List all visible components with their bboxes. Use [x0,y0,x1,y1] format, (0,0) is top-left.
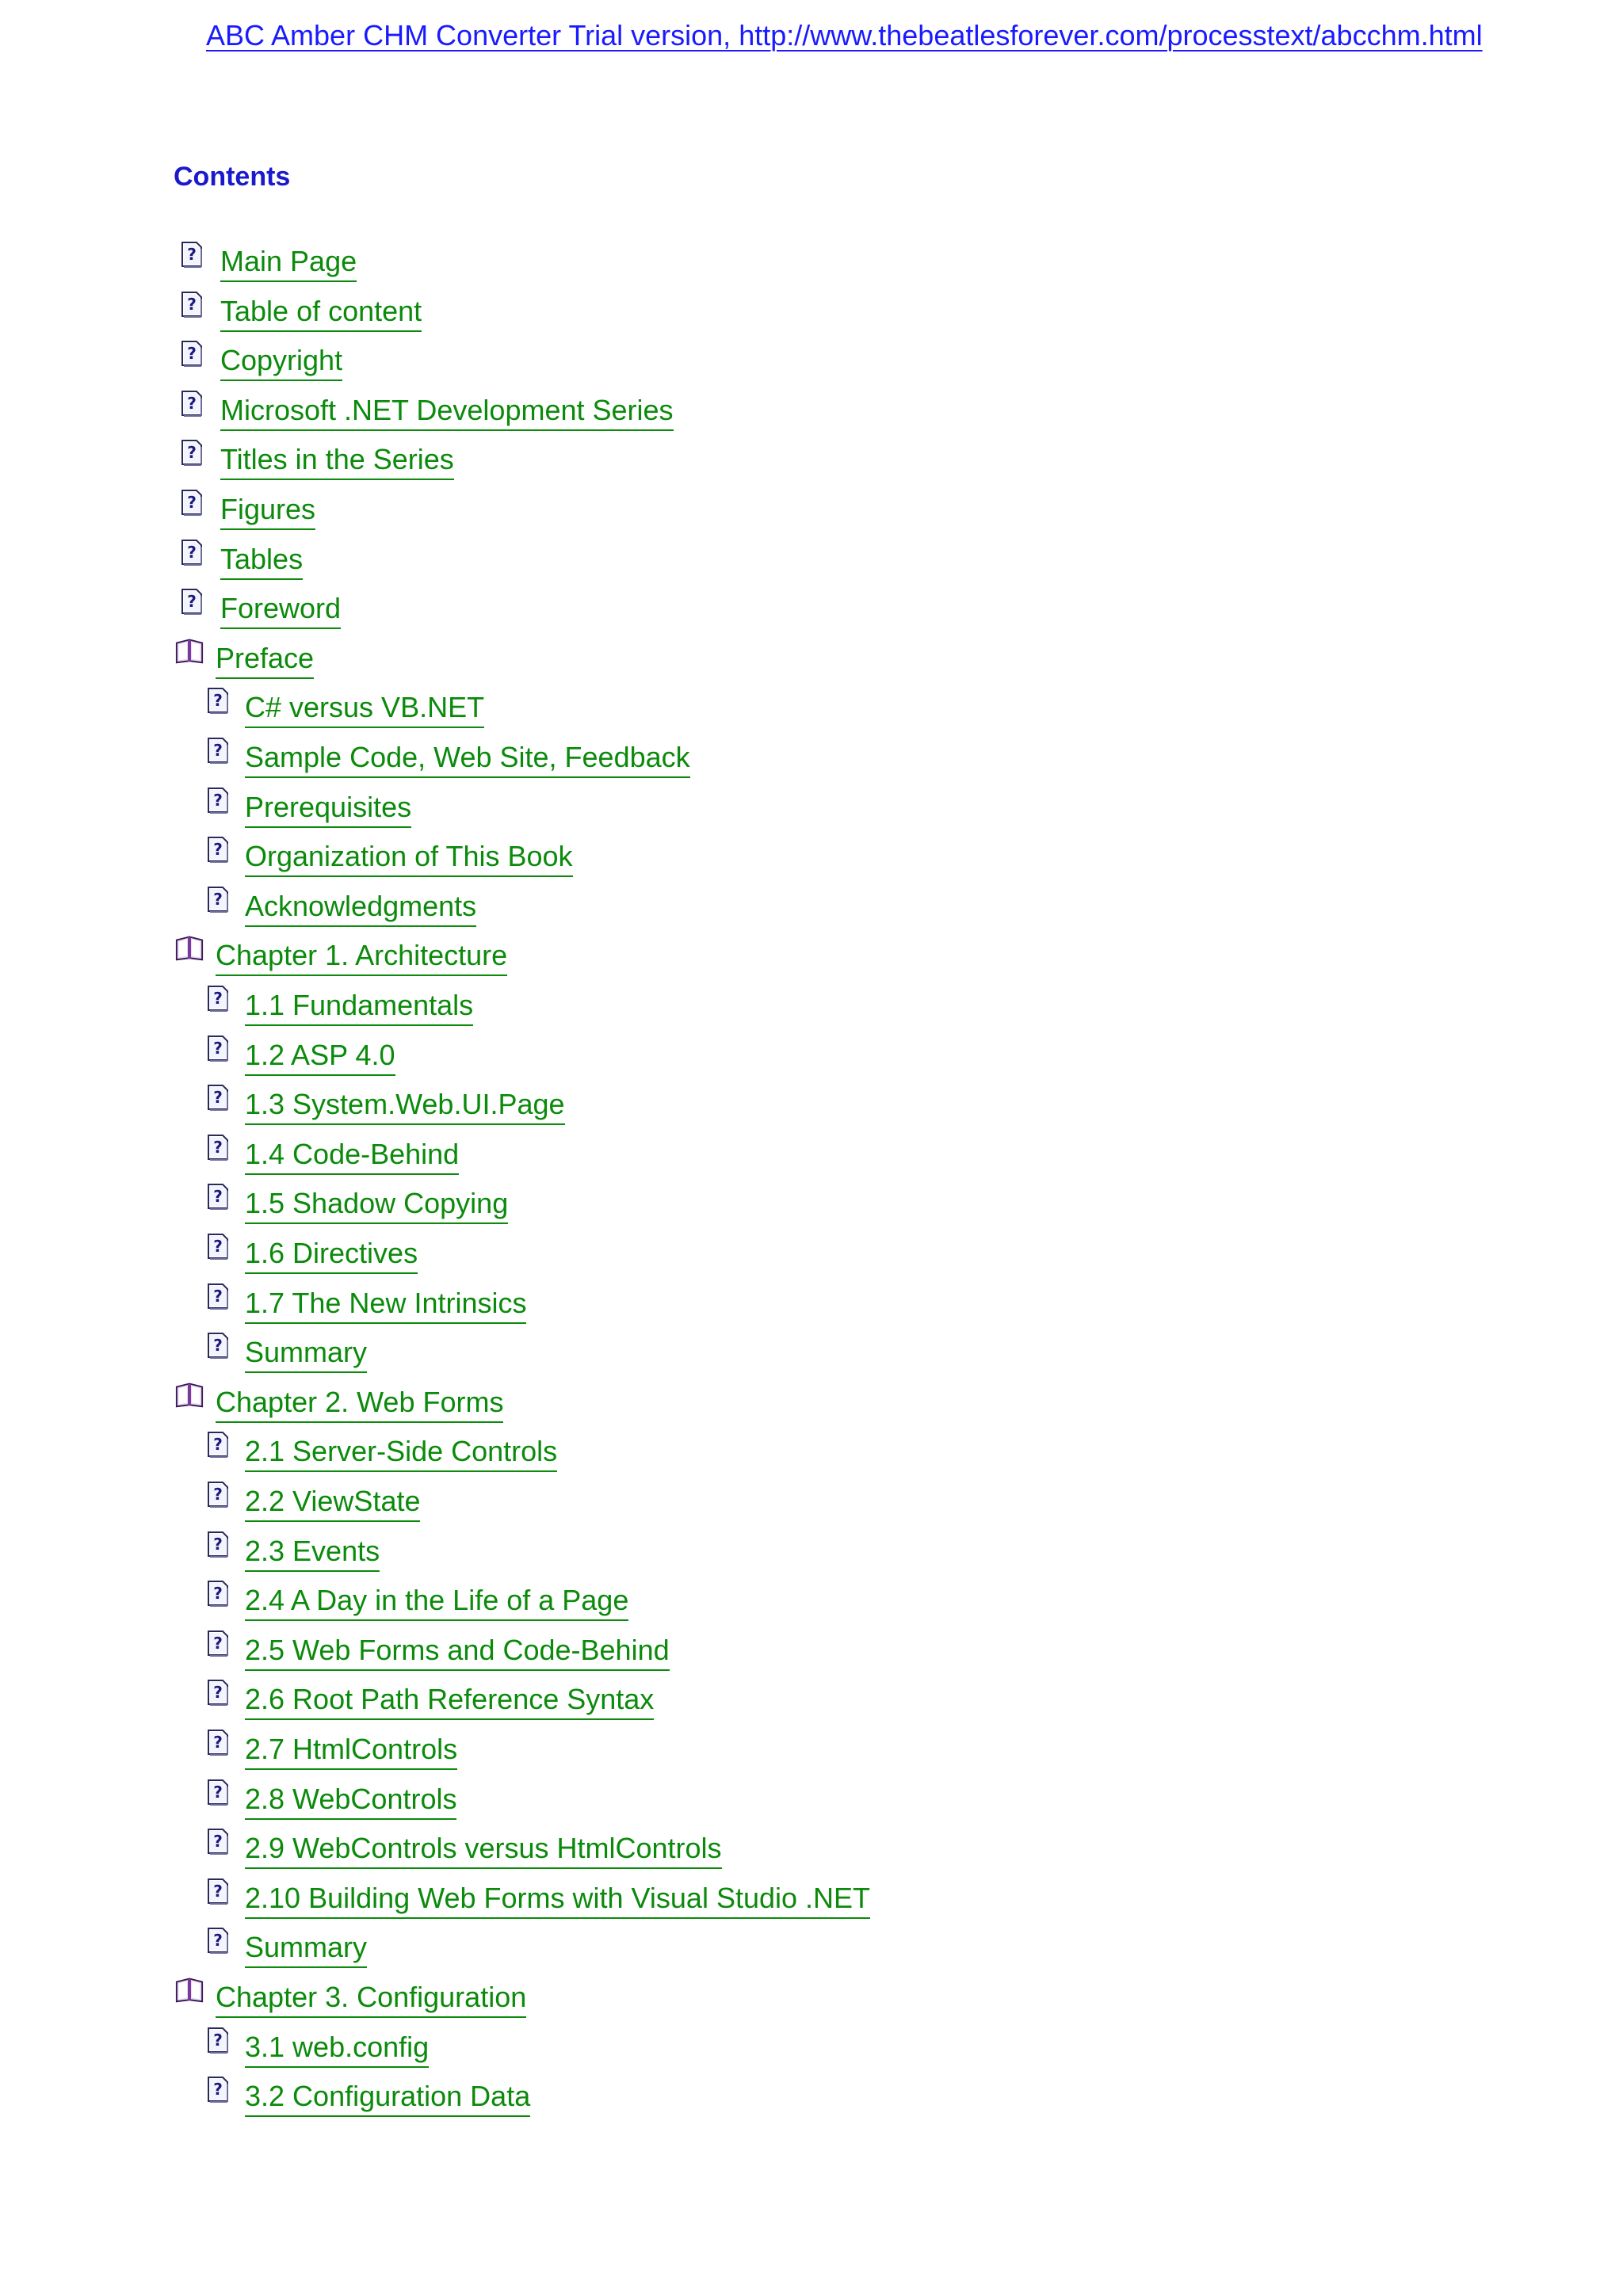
svg-text:?: ? [213,1534,223,1554]
toc-item[interactable] [179,387,674,436]
help-page-icon [179,390,204,417]
toc-chapter[interactable] [179,1974,526,2023]
toc-link-label[interactable]: 2.6 Root Path Reference Syntax [245,1682,654,1720]
toc-link-label[interactable]: Tables [220,542,303,580]
toc-link-label[interactable]: Organization of This Book [245,839,573,877]
svg-text:?: ? [213,1931,223,1951]
help-page-icon [205,1630,231,1657]
toc-link-label[interactable]: 2.7 HtmlControls [245,1732,457,1770]
svg-text:?: ? [213,1038,223,1058]
help-page-icon [179,539,204,566]
toc-subitem[interactable] [205,734,690,783]
toc-link-label[interactable]: Sample Code, Web Site, Feedback [245,740,690,778]
toc-link-label[interactable]: 2.2 ViewState [245,1484,420,1522]
help-page-icon [205,886,231,913]
toc-link-label[interactable]: 2.8 WebControls [245,1782,456,1820]
toc-link-label[interactable]: C# versus VB.NET [245,690,484,728]
toc-link-label[interactable]: 2.3 Events [245,1534,380,1572]
toc-link-label[interactable]: 3.1 web.config [245,2030,429,2068]
svg-text:?: ? [213,1088,223,1108]
help-page-icon [205,1531,231,1558]
svg-text:?: ? [213,1237,223,1256]
toc-link-label[interactable]: Preface [216,641,314,679]
toc-link-label[interactable]: Microsoft .NET Development Series [220,393,674,431]
svg-text:?: ? [213,790,223,810]
toc-item[interactable] [179,337,342,386]
help-page-icon [205,1283,231,1310]
toc-link-label[interactable]: 3.2 Configuration Data [245,2079,530,2117]
help-page-icon [179,588,204,615]
toc-subitem[interactable] [205,1280,526,1329]
toc-link-label[interactable]: Figures [220,492,315,530]
toc-subitem[interactable] [205,1676,654,1725]
help-page-icon [205,787,231,814]
svg-text:?: ? [213,691,223,711]
toc-item[interactable] [179,238,357,287]
toc-link-label[interactable]: Titles in the Series [220,442,454,480]
toc-link-label[interactable]: Chapter 2. Web Forms [216,1385,503,1423]
open-book-icon [174,1977,204,2004]
help-page-icon [205,1481,231,1508]
toc-subitem[interactable] [205,1726,457,1775]
help-page-icon [179,291,204,318]
help-page-icon [179,241,204,268]
toc-link-label[interactable]: Foreword [220,591,341,629]
svg-text:?: ? [213,1881,223,1901]
svg-text:?: ? [213,840,223,860]
help-page-icon [205,1431,231,1458]
svg-text:?: ? [187,592,197,612]
toc-subitem[interactable] [205,1527,380,1577]
toc-link-label[interactable]: Acknowledgments [245,889,476,927]
help-page-icon [205,1828,231,1855]
toc-subitem[interactable] [205,833,573,882]
toc-link-label[interactable]: 2.4 A Day in the Life of a Page [245,1583,628,1621]
toc-link-label[interactable]: Copyright [220,343,342,381]
help-page-icon [205,2076,231,2103]
svg-text:?: ? [213,989,223,1008]
toc-subitem[interactable] [205,1131,459,1180]
help-page-icon [179,439,204,466]
svg-text:?: ? [213,1485,223,1504]
toc-chapter[interactable] [179,635,314,684]
svg-text:?: ? [213,1832,223,1852]
toc-subitem[interactable] [205,1577,628,1626]
toc-subitem[interactable] [205,1825,722,1874]
toc-link-label[interactable]: Summary [245,1335,367,1373]
toc-link-label[interactable]: Main Page [220,244,357,282]
toc-item[interactable] [179,486,315,535]
help-page-icon [205,1679,231,1706]
toc-subitem[interactable] [205,1428,557,1477]
toc-subitem[interactable] [205,1627,670,1676]
svg-text:?: ? [187,344,197,364]
toc-link-label[interactable]: Prerequisites [245,790,411,828]
toc-link-label[interactable]: Summary [245,1930,367,1968]
toc-link-label[interactable]: 1.3 System.Web.UI.Page [245,1087,565,1125]
help-page-icon [205,985,231,1012]
open-book-icon [174,935,204,962]
toc-subitem[interactable] [205,1478,420,1527]
toc-item[interactable] [179,288,422,337]
svg-text:?: ? [213,1137,223,1157]
toc-item[interactable] [179,536,303,585]
toc-subitem[interactable] [205,982,473,1031]
toc-link-label[interactable]: 1.5 Shadow Copying [245,1186,508,1224]
toc-link-label[interactable]: 1.1 Fundamentals [245,988,473,1026]
svg-text:?: ? [213,1782,223,1802]
svg-text:?: ? [187,493,197,512]
svg-text:?: ? [187,294,197,314]
help-page-icon [205,1134,231,1161]
svg-text:?: ? [187,245,197,264]
toc-link-label[interactable]: 1.2 ASP 4.0 [245,1038,395,1076]
toc-link-label[interactable]: 2.1 Server-Side Controls [245,1434,557,1472]
toc-subitem[interactable] [205,784,411,833]
toc-subitem[interactable] [205,1032,395,1081]
open-book-icon [174,1382,204,1409]
svg-text:?: ? [213,1584,223,1604]
help-page-icon [179,340,204,367]
svg-text:?: ? [213,1633,223,1653]
toc-subitem[interactable] [205,1180,508,1229]
toc-link-label[interactable]: 2.9 WebControls versus HtmlControls [245,1831,722,1869]
svg-text:?: ? [213,889,223,909]
svg-text:?: ? [213,1733,223,1752]
toc-link-label[interactable]: 1.6 Directives [245,1236,418,1274]
help-page-icon [205,1927,231,1954]
svg-text:?: ? [213,2030,223,2050]
toc-link-label[interactable]: 1.4 Code-Behind [245,1137,459,1175]
toc-link-label[interactable]: Table of content [220,294,422,332]
help-page-icon [205,836,231,863]
toc-chapter[interactable] [179,1379,503,1428]
toc-subitem[interactable] [205,1875,870,1924]
toc-subitem[interactable] [205,1230,418,1279]
svg-text:?: ? [187,542,197,562]
toc-subitem[interactable] [205,1329,367,1378]
help-page-icon [205,1233,231,1260]
help-page-icon [205,1779,231,1806]
toc-subitem[interactable] [205,2023,429,2073]
contents-heading: Contents [174,162,291,192]
svg-text:?: ? [213,1435,223,1455]
help-page-icon [179,489,204,516]
help-page-icon [205,737,231,764]
help-page-icon [205,1729,231,1756]
svg-text:?: ? [213,741,223,760]
help-page-icon [205,1580,231,1607]
help-page-icon [205,1878,231,1905]
help-page-icon [205,1183,231,1210]
toc-subitem[interactable] [205,1924,367,1973]
svg-text:?: ? [213,1336,223,1356]
toc-item[interactable] [179,436,454,485]
toc-item[interactable] [179,585,341,634]
help-page-icon [205,1084,231,1111]
svg-text:?: ? [213,1683,223,1703]
svg-text:?: ? [187,393,197,413]
toc-link-label[interactable]: 2.5 Web Forms and Code-Behind [245,1633,670,1671]
svg-text:?: ? [213,2080,223,2100]
svg-text:?: ? [187,443,197,463]
help-page-icon [205,1332,231,1359]
toc-link-label[interactable]: 2.10 Building Web Forms with Visual Studio .NET [245,1881,870,1919]
converter-banner-link[interactable]: ABC Amber CHM Converter Trial version, http://www.thebeatlesforever.com/processtext/abcchm.html [206,19,1483,51]
toc-subitem[interactable] [205,1775,456,1825]
toc-chapter[interactable] [179,932,507,981]
help-page-icon [205,1035,231,1062]
toc-link-label[interactable]: 1.7 The New Intrinsics [245,1286,526,1324]
open-book-icon [174,638,204,665]
toc-subitem[interactable] [205,684,484,733]
svg-text:?: ? [213,1187,223,1207]
toc-link-label[interactable]: Chapter 3. Configuration [216,1980,526,2018]
help-page-icon [205,2027,231,2054]
toc-link-label[interactable]: Chapter 1. Architecture [216,938,507,976]
help-page-icon [205,687,231,714]
toc-subitem[interactable] [205,2073,530,2122]
toc-subitem[interactable] [205,1081,565,1130]
toc-subitem[interactable] [205,883,476,932]
svg-text:?: ? [213,1286,223,1306]
